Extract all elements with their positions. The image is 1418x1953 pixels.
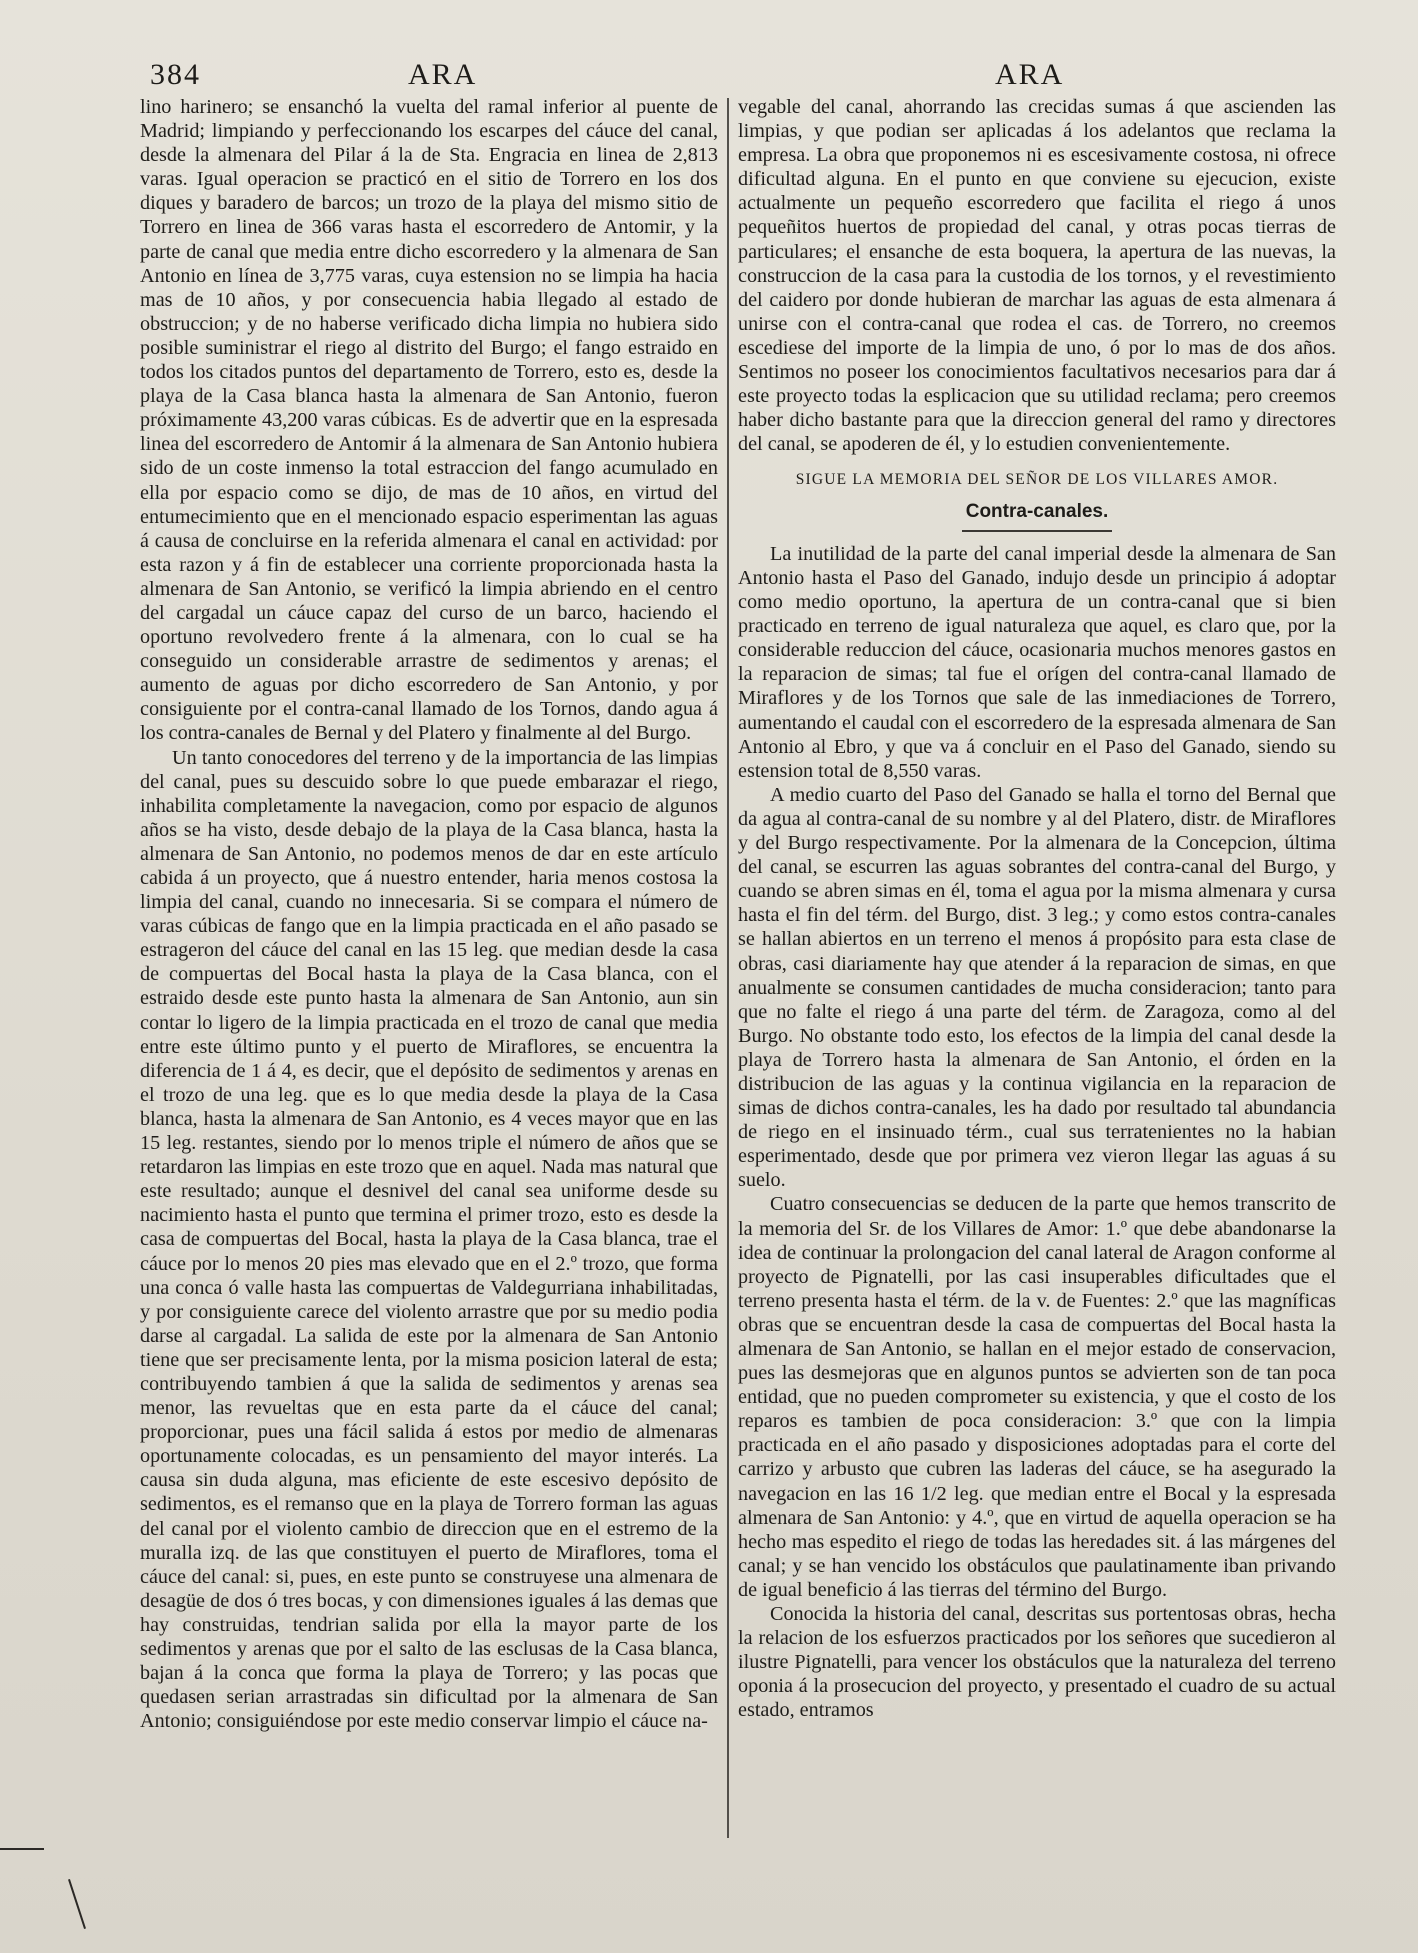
paragraph: lino harinero; se ensanchó la vuelta del ramal inferior al puente de Madrid; limpiando y perfeccionando los escarpes del cáuce del canal, desde la almenara del Pilar á la de Sta. Engracia en linea de 2,813 varas. Igual operacion se practicó en el sitio de Torrero en los dos diques y baradero de barcos; un trozo de la playa del mismo sitio de Torrero en linea de 366 varas hasta el escorredero de Antomir, y la parte de canal que media entre dicho escorredero y la almenara de San Antonio en línea de 3,775 varas, cuya estension no se limpia ha hacia mas de 10 años, y por consecuencia habia llegado al estado de obstruccion; y de no haberse verificado dicha limpia no hubiera sido posible suministrar el riego al distrito del Burgo; el fango estraido en todos los citados puntos del departamento de Torrero, esto es, desde la playa de la Casa blanca hasta la almenara de San Antonio, fueron próximamente 43,200 varas cúbicas. Es de advertir que en la espresada linea del escorredero de Antomir á la almenara de San Antonio hubiera sido de un coste inmenso la total estraccion del fango acumulado en ella por espacio como se dijo, de mas de 10 años, en virtud del entumecimiento que en el mencionado espacio esperimentan las aguas á causa de concluirse en la referida almenara el canal en actividad: por esta razon y á fin de establecer una corriente proporcionada hasta la almenara de San Antonio, se verificó la limpia abriendo en el centro del cargadal un cáuce capaz del curso de un barco, haciendo el oportuno revolvedero frente á la almenara, con lo cual se ha conseguido un considerable arrastre de sedimentos y arenas; el aumento de aguas por dicho escorredero de San Antonio, y por consiguiente por el contra-canal llamado de los Tornos, dando agua á los contra-canales de Bernal y del Platero y finalmente al del Burgo. — [140, 96, 718, 745]
running-title-right: ARA — [995, 58, 1065, 91]
paragraph: Un tanto conocedores del terreno y de la importancia de las limpias del canal, pues su descuido sobre lo que puede embarazar el riego, inhabilita completamente la navegacion, como por espacio de algunos años se ha visto, desde debajo de la playa de la Casa blanca, hasta la almenara de San Antonio, no podemos menos de dar en este artículo cabida á un proyecto, que á nuestro entender, haria menos costosa la limpia del canal, cuando no innecesaria. Si se compara el número de varas cúbicas de fango que en la limpia practicada en el año pasado se estrageron del cáuce del canal en las 15 leg. que median desde la casa de compuertas del Bocal hasta la playa de la Casa blanca, con el estraido desde este punto hasta la almenara de San Antonio, aun sin contar lo ligero de la limpia practicada en el trozo de canal que media entre este último punto y el puerto de Miraflores, se encuentra la diferencia de 1 á 4, es decir, que el depósito de sedimentos y arenas en el trozo de una leg. que es lo que media desde la playa de la Casa blanca, hasta la almenara de San Antonio, es 4 veces mayor que en las 15 leg. restantes, siendo por lo menos triple el número de años que se retardaron las limpias en este trozo que en aquel. Nada mas natural que este resultado; aunque el desnivel del canal sea uniforme desde su nacimiento hasta el punto que termina el primer trozo, esto es desde la casa de compuertas del Bocal, hasta la playa de la Casa blanca, trae el cáuce por lo menos 20 pies mas elevado que en el 2.º trozo, que forma una conca ó valle hasta las compuertas de Valdegurriana inhabilitadas, y por consiguiente carece del violento arrastre que por su medio podia darse al cargadal. La salida de este por la almenara de San Antonio tiene que ser precisamente lenta, por la misma posicion lateral de esta; contribuyendo tambien á que la salida de sedimentos y arenas sea menor, las revueltas que en esta parte da el cáuce del canal; proporcionar, pues una fácil salida á estos por medio de almenaras oportunamente colocadas, es un pensamiento del mayor interés. La causa sin duda alguna, mas eficiente de este escesivo depósito de sedimentos, es el remanso que en la playa de Torrero forman las aguas del canal por el violento cambio de direccion que en el estremo de la muralla izq. de las que constituyen el puerto de Miraflores, toma el cáuce del canal: si, pues, en este punto se construyese una almenara de desagüe de dos ó tres bocas, y con dimensiones iguales á las demas que hay construidas, tendrian salida por ella la mayor parte de los sedimentos y arenas que por el salto de las esclusas de la Casa blanca, bajan á la conca que forma la playa de Torrero; y las pocas que quedasen serian arrastradas sin dificultad por la almenara de San Antonio; consiguiéndose por este medio conservar limpio el cáuce na- — [140, 746, 718, 1733]
margin-mark — [68, 1879, 86, 1929]
paragraph: La inutilidad de la parte del canal imperial desde la almenara de San Antonio hasta el Paso del Ganado, indujo desde un principio á adoptar como medio oportuno, la apertura de un contra-canal que si bien practicado en terreno de igual naturaleza que aquel, es claro que, por la considerable reduccion del cáuce, ocasionaria muchos menores gastos en la reparacion de simas; tal fue el orígen del contra-canal llamado de Miraflores y de los Tornos que sale de las inmediaciones de Torrero, aumentando el caudal con el escorredero de la espresada almenara de San Antonio al Ebro, y que va á concluir en el Paso del Ganado, siendo su estension total de 8,550 varas. — [738, 542, 1336, 782]
section-heading: SIGUE LA MEMORIA DEL SEÑOR DE LOS VILLARES AMOR. — [795, 471, 1279, 489]
paragraph: vegable del canal, ahorrando las crecidas sumas á que ascienden las limpias, y que podian ser aplicadas á los adelantos que reclama la empresa. La obra que proponemos ni es escesivamente costosa, ni ofrece dificultad alguna. En el punto en que conviene su ejecucion, existe actualmente un pequeño escorredero que facilita el riego á unos pequeñitos huertos de propiedad del canal, y otras pocas tierras de particulares; el ensanche de esta boquera, la apertura de las nuevas, la construccion de la casa para la custodia de los tornos, y el revestimiento del caidero por donde hubieran de marchar las aguas de esta almenara á unirse con el contra-canal que rodea el cas. de Torrero, no creemos escediese del importe de la limpia de uno, ó por lo mas de dos años. Sentimos no poseer los conocimientos facultativos necesarios para dar á este proyecto todas la esplicacion que su utilidad reclama; pero creemos haber dicho bastante para que la direccion general del ramo y directores del canal, se apoderen de él, y lo estudien convenientemente. — [738, 96, 1336, 456]
title-rule — [962, 530, 1112, 532]
page-number: 384 — [150, 58, 201, 91]
section-title: Contra-canales. — [965, 501, 1109, 523]
paragraph: Conocida la historia del canal, descritas sus portentosas obras, hecha la relacion de los esfuerzos practicados por los señores que sucedieron al ilustre Pignatelli, para vencer los obstáculos que la naturaleza del terreno oponia á la prosecucion del proyecto, y presentado el cuadro de su actual estado, entramos — [738, 1603, 1336, 1722]
column-divider — [727, 98, 729, 1838]
margin-mark — [0, 1848, 44, 1850]
running-title-left: ARA — [408, 58, 478, 91]
paragraph: A medio cuarto del Paso del Ganado se halla el torno del Bernal que da agua al contra-canal de su nombre y al del Platero, distr. de Miraflores y del Burgo respectivamente. Por la almenara de la Concepcion, última del canal, se escurren las aguas sobrantes del contra-canal del Burgo, y cuando se abren simas en él, toma el agua por la misma almenara y cursa hasta el fin del térm. del Burgo, dist. 3 leg.; y como estos contra-canales se hallan abiertos en un terreno el menos á propósito para esta clase de obras, casi diariamente hay que atender á la reparacion de simas, en que anualmente se consumen cantidades de mucha consideracion; tanto para que no falte el riego á una parte del térm. de Zaragoza, como al del Burgo. No obstante todo esto, los efectos de la limpia del canal desde la playa de Torrero hasta la almenara de San Antonio, el órden en la distribucion de las aguas y la continua vigilancia en la reparacion de simas de dichos contra-canales, les ha dado por resultado tal abundancia de riego en el insinuado térm., cual sus terratenientes no la habian esperimentado, desde que por primera vez vieron llegar las aguas á su suelo. — [738, 783, 1336, 1192]
right-column — [738, 95, 1336, 1723]
left-column — [140, 95, 718, 1733]
paragraph: Cuatro consecuencias se deducen de la parte que hemos transcrito de la memoria del Sr. de los Villares de Amor: 1.º que debe abandonarse la idea de continuar la prolongacion del canal lateral de Aragon conforme al proyecto de Pignatelli, por las casi insuperables dificultades que el terreno presenta hasta el térm. de la v. de Fuentes: 2.º que las magníficas obras que se encuentran desde la casa de compuertas del Bocal hasta la almenara de San Antonio, se hallan en el mejor estado de conservacion, pues las desmejoras que en algunos puntos se advierten son de tan poca entidad, que no pueden comprometer su existencia, y que el costo de los reparos es tambien de poca consideracion: 3.º que con la limpia practicada en el año pasado y disposiciones adoptadas para el corte del carrizo y arbusto que cubren las laderas del cáuce, se ha asegurado la navegacion en las 16 1/2 leg. que median entre el Bocal y la espresada almenara de San Antonio: y 4.º, que en virtud de aquella operacion se ha hecho mas espedito el riego de todas las heredades sit. á las márgenes del canal; y se han vencido los obstáculos que paulatinamente iban privando de igual beneficio á las tierras del término del Burgo. — [738, 1193, 1336, 1601]
